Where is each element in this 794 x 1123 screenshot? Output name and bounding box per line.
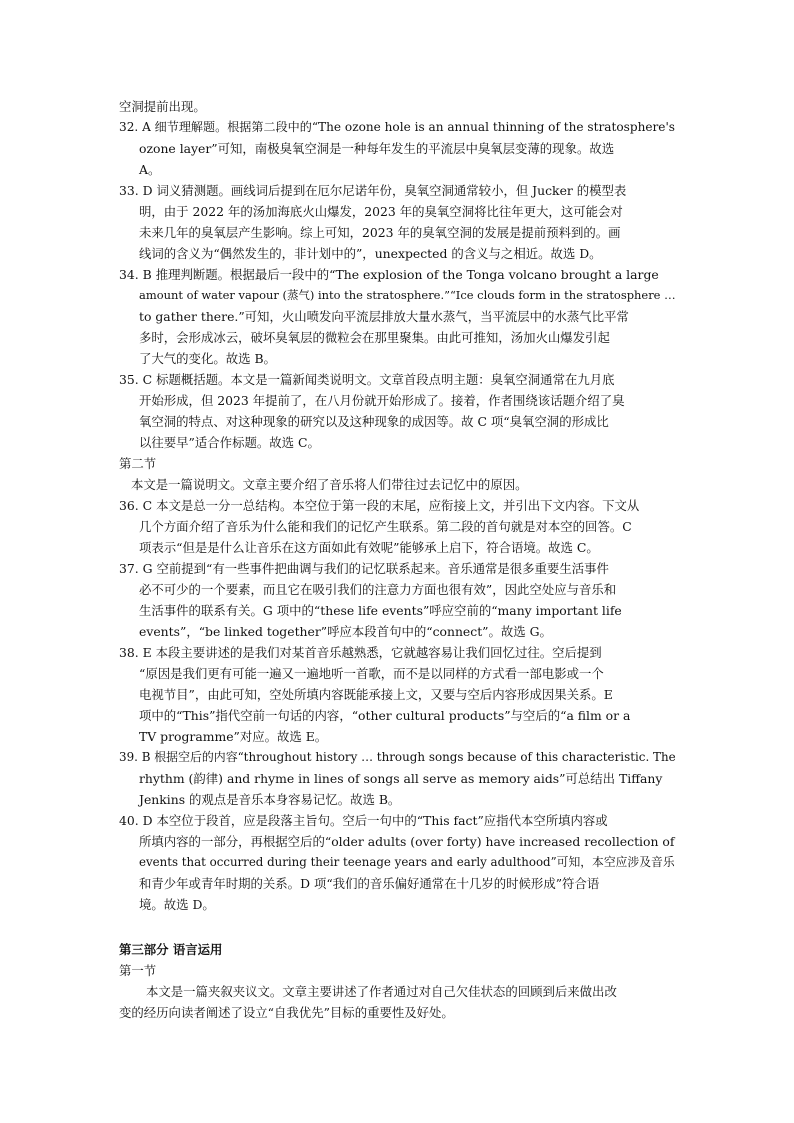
answer-item [119, 180, 675, 264]
answer-line: 线词的含义为“偶然发生的，非计划中的”，unexpected 的含义与之相近。故选 D。 [139, 246, 602, 261]
answer-line: rhythm (韵律) and rhyme in lines of songs all serve as memory aids”可总结出 Tiffany [139, 771, 663, 786]
answer-item [119, 747, 675, 810]
answer-line: 开始形成，但 2023 年提前了，在八月份就开始形成了。接着，作者围绕该话题介绍了臭 [139, 393, 625, 408]
answer-line: “原因是我们更有可能一遍又一遍地听一首歌，而不是以同样的方式看一部电影或一个 [139, 666, 604, 681]
answer-item [119, 558, 675, 642]
answer-line: amount of water vapour (蒸气) into the stratosphere.”“Ice clouds form in the stratosphere … [139, 288, 676, 302]
answer-line: 了大气的变化。故选 B。 [139, 351, 276, 366]
answer-line: 几个方面介绍了音乐为什么能和我们的记忆产生联系。第二段的首句就是对本空的回答。C [139, 519, 632, 534]
answer-line: 35. C 标题概括题。本文是一篇新闻类说明文。文章首段点明主题：臭氧空洞通常在九月底 [119, 372, 615, 387]
answer-line: 多时，会形成冰云，破坏臭氧层的微粒会在那里聚集。由此可推知，汤加火山爆发引起 [139, 330, 610, 345]
answer-line: 和青少年或青年时期的关系。D 项“我们的音乐偏好通常在十几岁的时候形成”符合语 [139, 876, 600, 891]
part3-heading: 第三部分 语言运用 [119, 942, 223, 957]
answer-line: ozone layer”可知，南极臭氧空洞是一种每年发生的平流层中臭氧层变薄的现象。故选 [139, 141, 615, 156]
section2-answers [119, 495, 675, 915]
answer-line: events that occurred during their teenage years and early adulthood”可知，本空应涉及音乐 [139, 855, 675, 869]
answer-line: A。 [139, 162, 161, 177]
section1-answers [119, 117, 675, 453]
answer-line: 以往要早”适合作标题。故选 C。 [139, 435, 320, 450]
answer-line: Jenkins 的观点是音乐本身容易记忆。故选 B。 [139, 792, 401, 807]
answer-line: 39. B 根据空后的内容“throughout history … through songs because of this characteristic. The [119, 750, 676, 764]
answer-line: 36. C 本文是总一分一总结构。本空位于第一段的末尾，应衔接上文，并引出下文内容。下文从 [119, 498, 640, 513]
document-page [119, 96, 675, 1023]
answer-line: to gather there.”可知，火山喷发向平流层排放大量水蒸气，当平流层中的水蒸气比平常 [139, 309, 629, 324]
answer-line: 33. D 词义猜测题。画线词后提到在厄尔尼诺年份，臭氧空洞通常较小，但 Jucker 的模型表 [119, 183, 627, 198]
answer-line: 境。故选 D。 [139, 897, 215, 912]
answer-item [119, 495, 675, 558]
part3-intro-line: 变的经历向读者阐述了设立“自我优先”目标的重要性及好处。 [119, 1005, 454, 1020]
answer-line: 项表示“但是是什么让音乐在这方面如此有效呢”能够承上启下，符合语境。故选 C。 [139, 540, 599, 555]
spacer [119, 915, 675, 939]
answer-item [119, 369, 675, 453]
answer-line: 明，由于 2022 年的汤加海底火山爆发，2023 年的臭氧空洞将比往年更大，这可能会对 [139, 204, 623, 219]
answer-item [119, 810, 675, 915]
section2-intro: 本文是一篇说明文。文章主要介绍了音乐将人们带往过去记忆中的原因。 [131, 477, 528, 492]
part3-section-title: 第一节 [119, 963, 157, 978]
answer-line: 32. A 细节理解题。根据第二段中的“The ozone hole is an annual thinning of the stratosphere's [119, 120, 675, 134]
answer-line: 必不可少的一个要素，而且它在吸引我们的注意力方面也很有效”，因此空处应与音乐和 [139, 582, 617, 597]
answer-line: 氧空洞的特点、对这种现象的研究以及这种现象的成因等。故 C 项“臭氧空洞的形成比 [139, 414, 609, 429]
answer-line: 38. E 本段主要讲述的是我们对某首音乐越熟悉，它就越容易让我们回忆过往。空后提到 [119, 645, 602, 660]
answer-line: 生活事件的联系有关。G 项中的“these life events”呼应空前的“many important life [139, 603, 622, 618]
section2-title: 第二节 [119, 456, 157, 471]
answer-line: 40. D 本空位于段首，应是段落主旨句。空后一句中的“This fact”应指代本空所填内容或 [119, 813, 608, 828]
answer-line: 项中的“This”指代空前一句话的内容，“other cultural products”与空后的“a film or a [139, 708, 631, 723]
answer-item [119, 117, 675, 180]
lead-line: 空洞提前出现。 [119, 99, 206, 114]
answer-line: TV programme”对应。故选 E。 [139, 729, 328, 744]
part3-intro-line: 本文是一篇夹叙夹议文。文章主要讲述了作者通过对自己欠佳状态的回顾到后来做出改 [146, 984, 617, 999]
answer-line: 电视节目”，由此可知，空处所填内容既能承接上文，又要与空后内容形成因果关系。E [139, 687, 613, 702]
answer-line: events”，“be linked together”呼应本段首句中的“connect”。故选 G。 [139, 624, 552, 639]
answer-item [119, 264, 675, 369]
answer-line: 34. B 推理判断题。根据最后一段中的“The explosion of the Tonga volcano brought a large [119, 267, 659, 282]
answer-line: 所填内容的一部分，再根据空后的“older adults (over forty) have increased recollection of [139, 834, 675, 849]
answer-line: 未来几年的臭氧层产生影响。综上可知，2023 年的臭氧空洞的发展是提前预料到的。画 [139, 225, 621, 240]
answer-item [119, 642, 675, 747]
answer-line: 37. G 空前提到“有一些事件把曲调与我们的记忆联系起来。音乐通常是很多重要生活事件 [119, 561, 609, 576]
